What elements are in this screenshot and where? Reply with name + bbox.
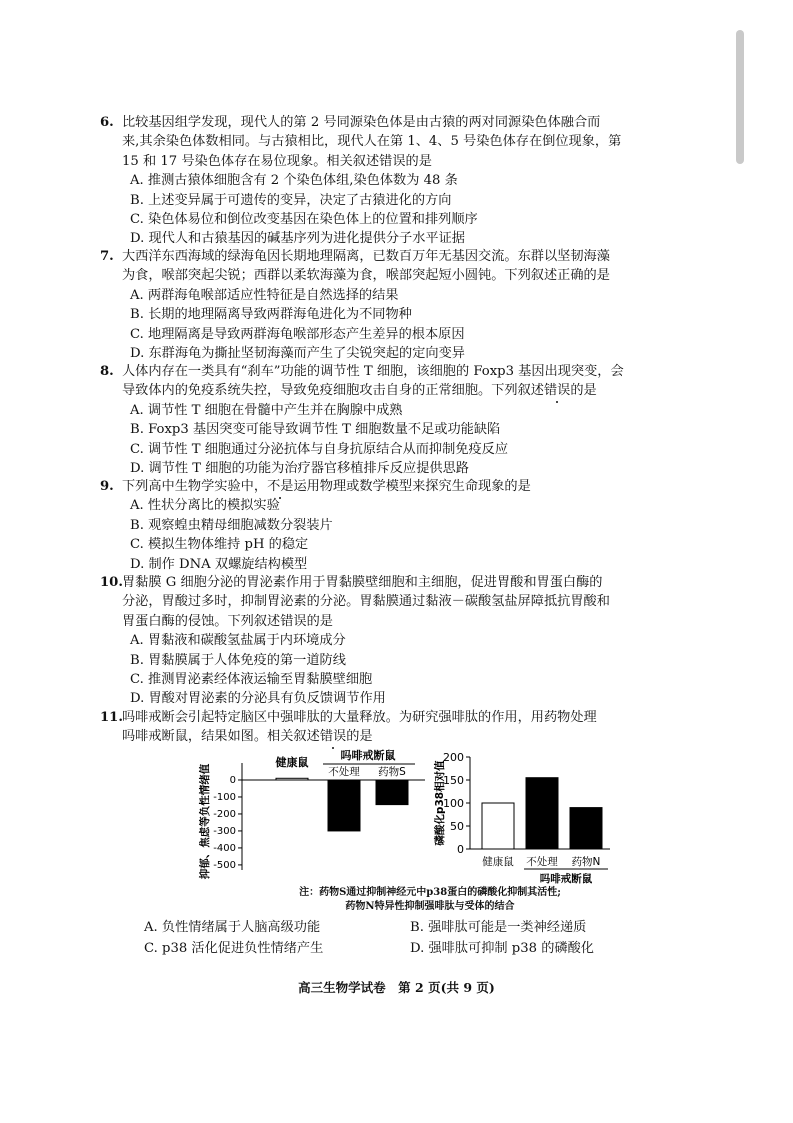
- option-c: C. 地理隔离是导致两群海龟喉部形态产生差异的根本原因: [130, 326, 465, 342]
- question-stem-line: 15 和 17 号染色体存在易位现象。相关叙述错误的是: [122, 153, 432, 169]
- question-number: 6.: [100, 115, 114, 130]
- option-a: A. 负性情绪属于人脑高级功能: [144, 920, 321, 935]
- chart-phospho-p38: [432, 745, 632, 885]
- page-footer: 高三生物学试卷 第 2 页(共 9 页): [298, 980, 495, 995]
- question-stem-line: 大西洋东西海域的绿海龟因长期地理隔离，已数百万年无基因交流。东群以坚韧海藻: [122, 249, 610, 264]
- question-number: 7.: [100, 249, 114, 264]
- bar: [526, 778, 558, 849]
- emphasis-mark: 错误: [544, 383, 571, 399]
- option-d: D. 强啡肽可抑制 p38 的磷酸化: [410, 941, 594, 956]
- y-tick-label: -500: [213, 859, 236, 871]
- option-a: A. 胃黏液和碳酸氢盐属于内环境成分: [130, 633, 346, 649]
- option-d: D. 制作 DNA 双螺旋结构模型: [130, 556, 308, 572]
- category-label: 不处理: [526, 856, 558, 868]
- question-stem-line: 吗啡戒断鼠，结果如图。相关叙述错误的是: [122, 729, 373, 745]
- option-d: D. 调节性 T 细胞的功能为治疗器官移植排斥反应提供思路: [130, 461, 469, 477]
- y-tick-label: 0: [229, 774, 236, 786]
- figure-note: [220, 886, 640, 914]
- category-label: 健康鼠: [482, 856, 514, 868]
- question-11: [100, 708, 674, 747]
- option-a: A. 调节性 T 细胞在骨髓中产生并在胸腺中成熟: [130, 402, 403, 418]
- question-7: [100, 247, 674, 363]
- bar: [376, 780, 408, 805]
- option-a: A. 推测古猿体细胞含有 2 个染色体组,染色体数为 48 条: [130, 173, 458, 189]
- option-c: C. p38 活化促进负性情绪产生: [144, 941, 324, 956]
- question-stem-line: 人体内存在一类具有“刹车”功能的调节性 T 细胞，该细胞的 Foxp3 基因出现突变，会: [122, 364, 624, 379]
- option-a: A. 性状分离比的模拟实验: [130, 498, 280, 514]
- option-d: D. 胃酸对胃泌素的分泌具有负反馈调节作用: [130, 691, 386, 707]
- option-b: B. Foxp3 基因突变可能导致调节性 T 细胞数量不足或功能缺陷: [130, 422, 501, 438]
- question-10: [100, 573, 674, 709]
- option-b: B. 观察蝗虫精母细胞减数分裂装片: [130, 517, 333, 533]
- question-stem-line: 下列高中生物学实验中，不是运用物理或数学模型来探究生命现象的是: [122, 479, 531, 494]
- y-axis-label: 磷酸化p38相对值: [434, 760, 446, 846]
- category-label: 药物N: [571, 856, 601, 868]
- bar: [570, 808, 602, 849]
- option-b: B. 长期的地理隔离导致两群海龟进化为不同物种: [130, 307, 412, 323]
- y-tick-label: 200: [443, 751, 464, 764]
- y-axis-label: 抑郁、焦虑等负性情绪值: [199, 763, 211, 880]
- category-label: 健康鼠: [275, 755, 309, 769]
- question-stem-line: 来,其余染色体数相同。与古猿相比，现代人在第 1、4、5 号染色体存在倒位现象，第: [122, 134, 622, 150]
- question-stem-line: 胃黏膜 G 细胞分泌的胃泌素作用于胃黏膜壁细胞和主细胞，促进胃酸和胃蛋白酶的: [122, 575, 603, 590]
- y-tick-label: 0: [457, 843, 464, 856]
- emphasis-mark: 不是: [267, 479, 294, 494]
- scrollbar[interactable]: [736, 30, 744, 164]
- question-number: 11.: [100, 710, 123, 725]
- question-6: [100, 113, 674, 249]
- question-stem-line: 比较基因组学发现，现代人的第 2 号同源染色体是由古猿的两对同源染色体融合而: [122, 115, 601, 130]
- option-d: D. 东群海龟为撕扯坚韧海藻而产生了尖锐突起的定向变异: [130, 346, 465, 362]
- emphasis-mark: 错误: [319, 729, 347, 745]
- category-label: 不处理: [328, 765, 360, 778]
- option-c: C. 染色体易位和倒位改变基因在染色体上的位置和排列顺序: [130, 212, 478, 228]
- question-number: 10.: [100, 575, 123, 590]
- chart-negative-emotion: [195, 745, 440, 880]
- question-8: [100, 362, 674, 478]
- y-tick-label: 100: [443, 797, 464, 810]
- question-number: 9.: [100, 479, 114, 494]
- option-a: A. 两群海龟喉部适应性特征是自然选择的结果: [130, 287, 399, 303]
- bar: [328, 780, 360, 831]
- note-line: 药物N特异性抑制强啡肽与受体的结合: [345, 901, 515, 912]
- option-b: B. 强啡肽可能是一类神经递质: [410, 920, 587, 935]
- y-tick-label: -300: [213, 825, 236, 837]
- group-label: 吗啡戒断鼠: [539, 873, 593, 885]
- bar: [482, 803, 514, 849]
- question-stem-line: 导致体内的免疫系统失控，导致免疫细胞攻击自身的正常细胞。下列叙述错误的是: [122, 383, 597, 399]
- y-tick-label: -100: [213, 791, 236, 803]
- question-stem-line: 胃蛋白酶的侵蚀。下列叙述错误的是: [122, 613, 333, 629]
- question-stem-line: 吗啡戒断会引起特定脑区中强啡肽的大量释放。为研究强啡肽的作用，用药物处理: [122, 710, 597, 725]
- question-stem-line: 为食，喉部突起尖锐；西群以柔软海藻为食，喉部突起短小圆钝。下列叙述正确的是: [122, 268, 610, 284]
- question-9: [100, 477, 674, 574]
- option-c: C. 调节性 T 细胞通过分泌抗体与自身抗原结合从而抑制免疫反应: [130, 441, 509, 457]
- group-label: 吗啡戒断鼠: [340, 749, 396, 762]
- option-d: D. 现代人和古猿基因的碱基序列为进化提供分子水平证据: [130, 231, 465, 247]
- y-tick-label: 50: [450, 820, 464, 833]
- option-b: B. 上述变异属于可遗传的变异，决定了古猿进化的方向: [130, 192, 452, 208]
- question-number: 8.: [100, 364, 114, 379]
- y-tick-label: -400: [213, 842, 236, 854]
- category-label: 药物S: [378, 765, 406, 778]
- y-tick-label: 150: [443, 774, 464, 787]
- option-b: B. 胃黏膜属于人体免疫的第一道防线: [130, 652, 346, 668]
- bar: [276, 778, 308, 780]
- option-c: C. 模拟生物体维持 pH 的稳定: [130, 537, 309, 553]
- y-tick-label: -200: [213, 808, 236, 820]
- question-stem-line: 分泌，胃酸过多时，抑制胃泌素的分泌。胃黏膜通过黏液－碳酸氢盐屏障抵抗胃酸和: [122, 594, 610, 610]
- note-line: 注：药物S通过抑制神经元中p38蛋白的磷酸化抑制其活性;: [299, 887, 561, 898]
- option-c: C. 推测胃泌素经体液运输至胃黏膜壁细胞: [130, 672, 373, 688]
